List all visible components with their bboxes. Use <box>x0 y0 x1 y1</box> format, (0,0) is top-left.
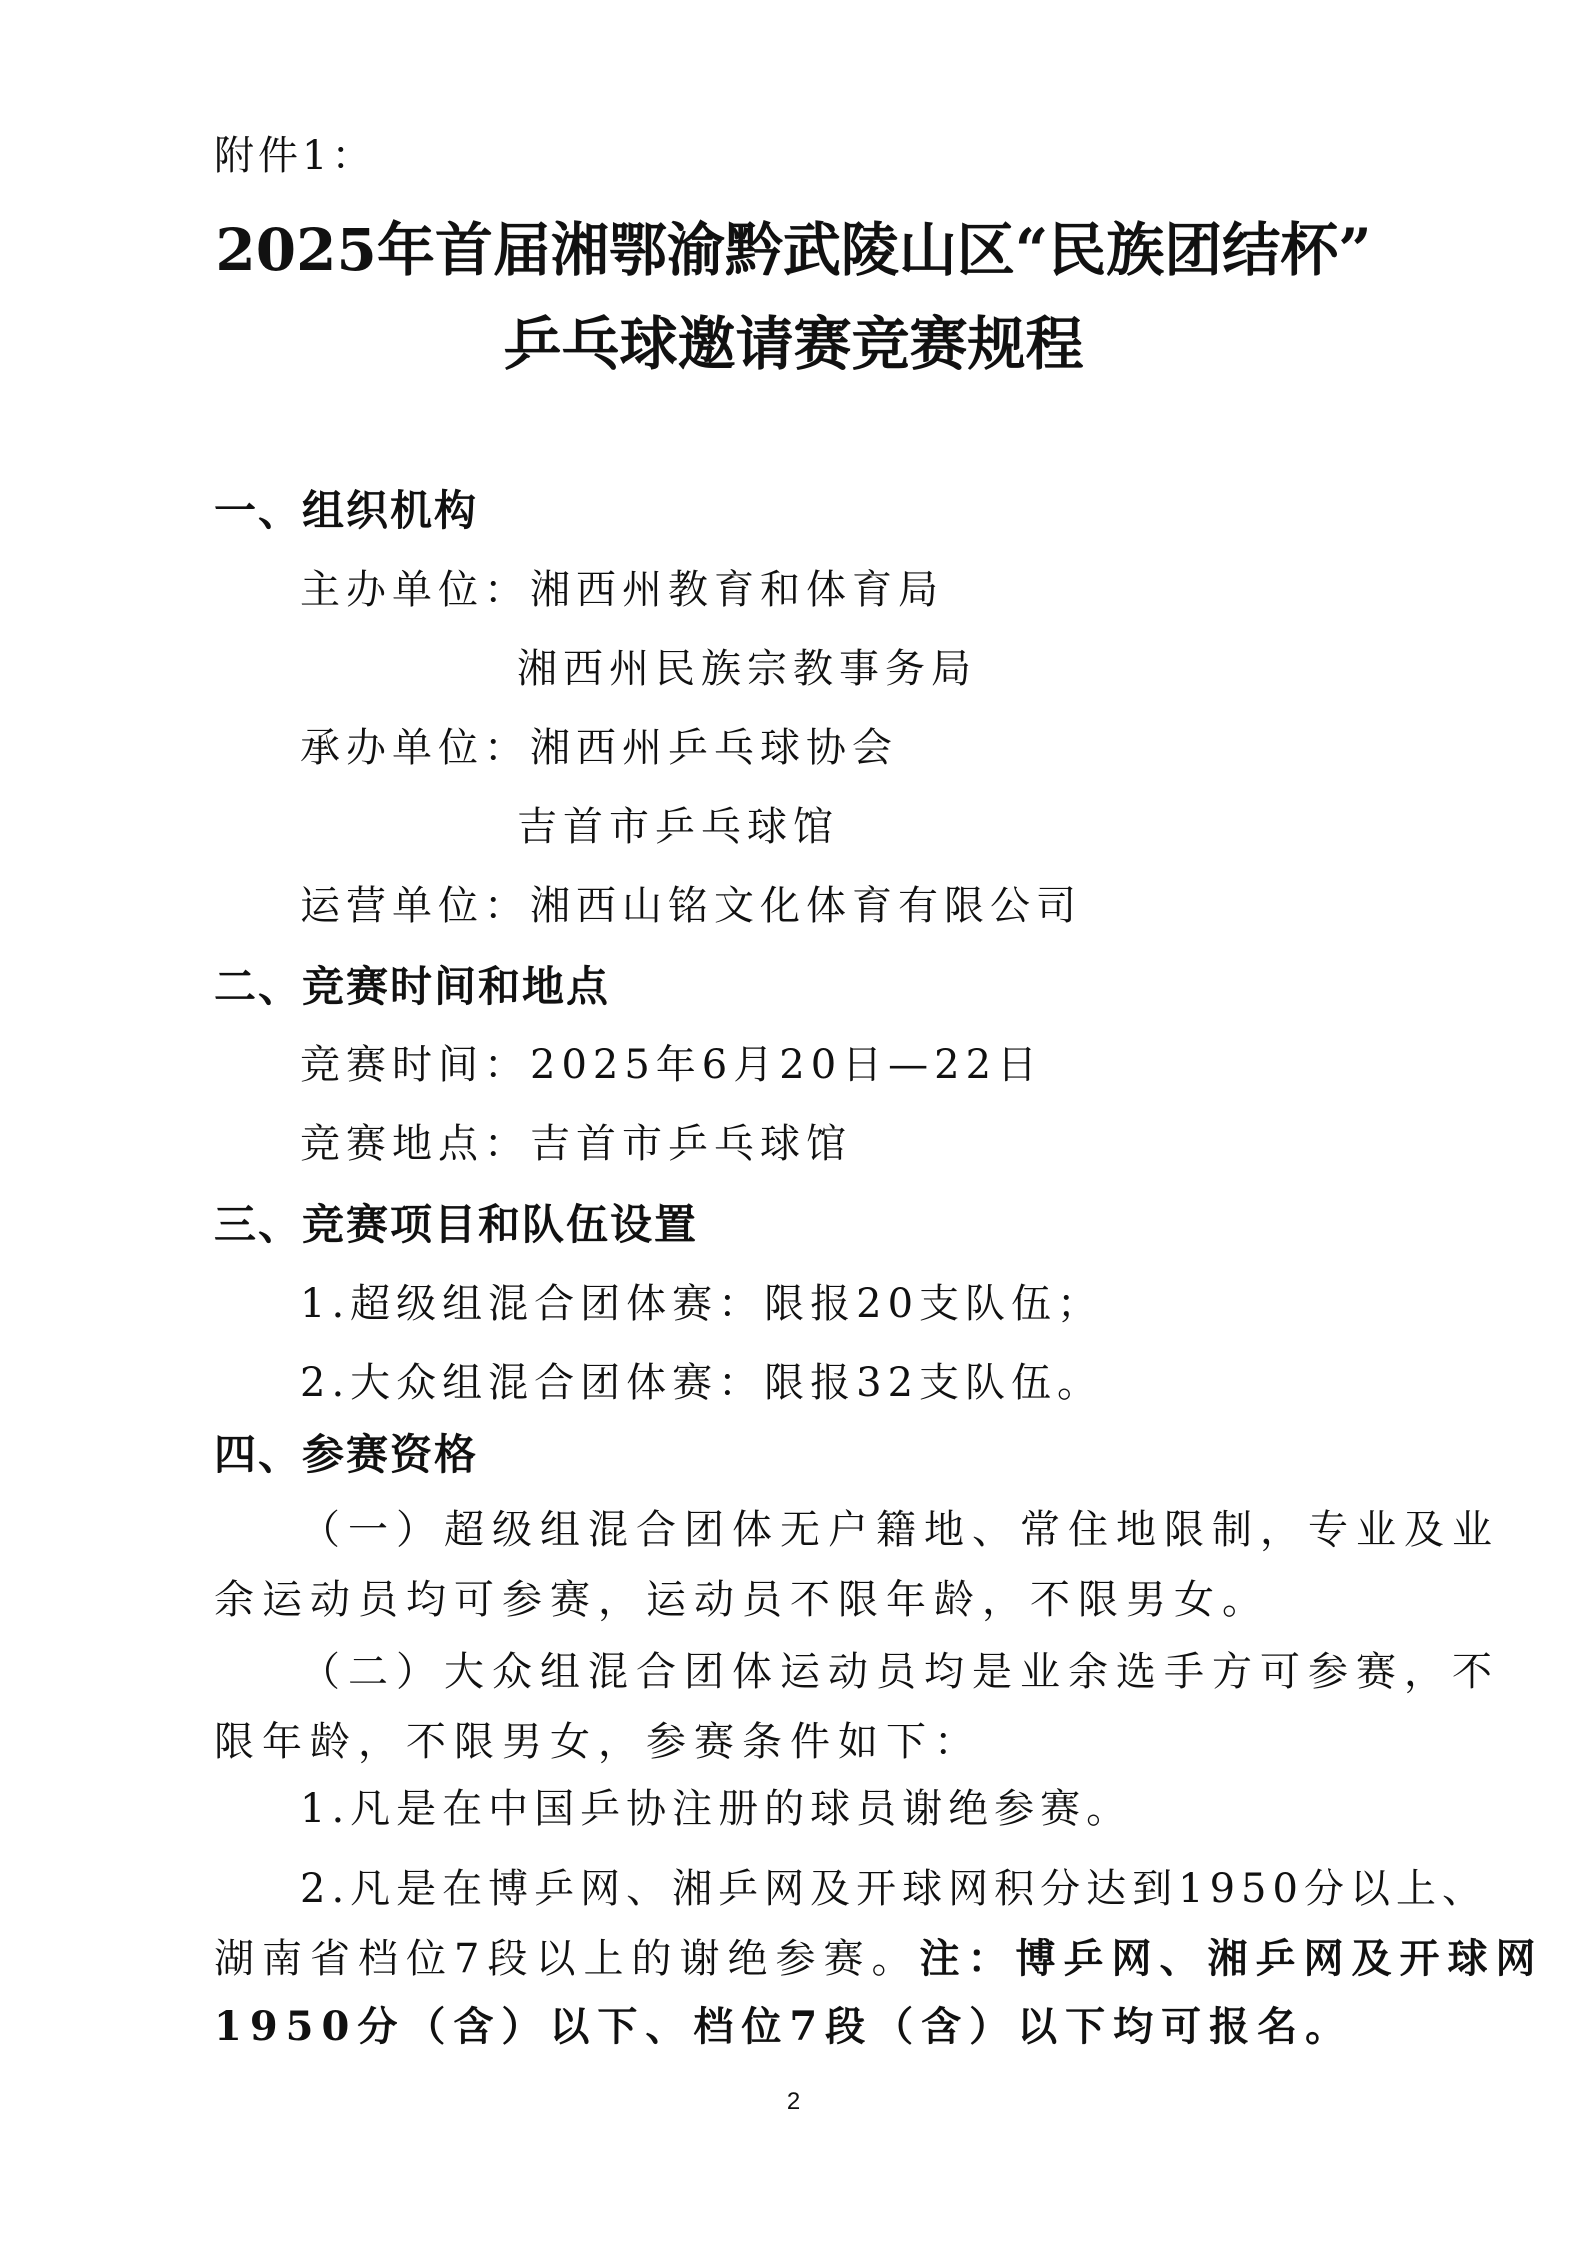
eligibility-rule-2-text: 湖南省档位7段以上的谢绝参赛。 <box>214 1936 920 1982</box>
eligibility-paragraph-1-line-2: 余运动员均可参赛，运动员不限年龄，不限男女。 <box>214 1577 1270 1623</box>
eligibility-paragraph-2-line-1: （二）大众组混合团体运动员均是业余选手方可参赛，不 <box>300 1649 1500 1695</box>
competition-time-line: 竞赛时间：2025年6月20日—22日 <box>300 1042 1044 1088</box>
section-heading-eligibility: 四、参赛资格 <box>214 1430 479 1479</box>
attachment-label: 附件1： <box>214 133 376 179</box>
section-heading-organization: 一、组织机构 <box>214 486 479 535</box>
event-item-2: 2.大众组混合团体赛：限报32支队伍。 <box>300 1360 1104 1406</box>
eligibility-note-line-2: 1950分（含）以下、档位7段（含）以下均可报名。 <box>214 2003 1354 2050</box>
competition-venue-line: 竞赛地点：吉首市乒乓球馆 <box>300 1121 852 1167</box>
eligibility-paragraph-2-line-2: 限年龄，不限男女，参赛条件如下： <box>214 1719 982 1765</box>
page-number: 2 <box>786 2088 801 2115</box>
section-heading-events-teams: 三、竞赛项目和队伍设置 <box>214 1200 699 1249</box>
event-item-1: 1.超级组混合团体赛：限报20支队伍； <box>300 1281 1104 1327</box>
section-heading-time-venue: 二、竞赛时间和地点 <box>214 962 611 1011</box>
host-units-line: 主办单位：湘西州教育和体育局 <box>300 567 944 613</box>
operator-unit-line: 运营单位：湘西山铭文化体育有限公司 <box>300 883 1082 929</box>
eligibility-rule-2-line-1: 2.凡是在博乒网、湘乒网及开球网积分达到1950分以上、 <box>300 1866 1488 1912</box>
organizer-units-line: 承办单位：湘西州乒乓球协会 <box>300 725 898 771</box>
eligibility-paragraph-1-line-1: （一）超级组混合团体无户籍地、常住地限制，专业及业 <box>300 1507 1500 1553</box>
eligibility-rule-1: 1.凡是在中国乒协注册的球员谢绝参赛。 <box>300 1786 1133 1832</box>
host-units-line-2: 湘西州民族宗教事务局 <box>517 646 977 692</box>
document-title-line-2: 乒乓球邀请赛竞赛规程 <box>503 310 1084 378</box>
organizer-units-line-2: 吉首市乒乓球馆 <box>517 804 839 850</box>
document-title-line-1: 2025年首届湘鄂渝黔武陵山区“民族团结杯” <box>215 216 1372 284</box>
eligibility-note-text: 注：博乒网、湘乒网及开球网 <box>919 1935 1544 1982</box>
eligibility-rule-2-line-2 <box>214 1927 1543 1984</box>
